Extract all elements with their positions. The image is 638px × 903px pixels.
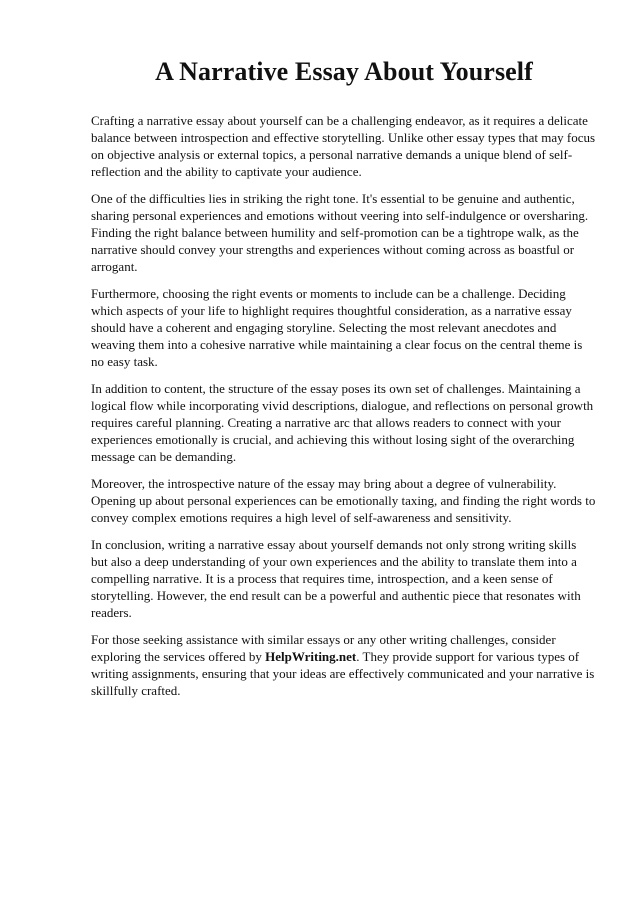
paragraph-tone: One of the difficulties lies in striking the right tone. It's essential to be genuine and authentic, sharing personal experiences and emotions without veering into self-indulgence or oversharing. Finding the right balance between humility and self-promotion can be a tightrope walk, as the narrative should convey your strengths and experiences without coming across as boastful or arrogant. xyxy=(91,191,589,274)
helpwriting-link[interactable]: HelpWriting.net xyxy=(265,649,357,664)
paragraph-closing xyxy=(91,631,596,699)
paragraph-events: Furthermore, choosing the right events or moments to include can be a challenge. Deciding which aspects of your life to highlight requires thoughtful consideration, as a narrative essay should have a coherent and engaging storyline. Selecting the most relevant anecdotes and weaving them into a cohesive narrative while maintaining a clear focus on the central theme is no easy task. xyxy=(91,286,583,369)
paragraph-structure: In addition to content, the structure of the essay poses its own set of challenges. Maintaining a logical flow while incorporating vivid descriptions, dialogue, and reflections on personal growth requires careful planning. Creating a narrative arc that allows readers to connect with your experiences emotionally is crucial, and achieving this without losing sight of the overarching message can be demanding. xyxy=(91,381,594,464)
document-body xyxy=(91,112,596,699)
paragraph-intro: Crafting a narrative essay about yourself can be a challenging endeavor, as it requires a delicate balance between introspection and effective storytelling. Unlike other essay types that may focus on objective analysis or external topics, a personal narrative demands a unique blend of self-reflection and the ability to captivate your audience. xyxy=(91,113,596,179)
closing-text-after-link: . They provide support for various types of writing assignments, ensuring that your ideas are effectively communicated and your narrative is skillfully crafted. xyxy=(91,649,595,698)
paragraph-conclusion: In conclusion, writing a narrative essay about yourself demands not only strong writing skills but also a deep understanding of your own experiences and the ability to translate them into a compelling narrative. It is a process that requires time, introspection, and a keen sense of storytelling. However, the end result can be a powerful and authentic piece that resonates with readers. xyxy=(91,537,581,620)
closing-text-before-link: For those seeking assistance with similar essays or any other writing challenges, consider exploring the services offered by xyxy=(91,632,556,664)
document-title: A Narrative Essay About Yourself xyxy=(155,57,533,86)
paragraph-vulnerability: Moreover, the introspective nature of the essay may bring about a degree of vulnerability. Opening up about personal experiences can be emotionally taxing, and finding the right words to convey complex emotions requires a high level of self-awareness and sensitivity. xyxy=(91,476,596,525)
